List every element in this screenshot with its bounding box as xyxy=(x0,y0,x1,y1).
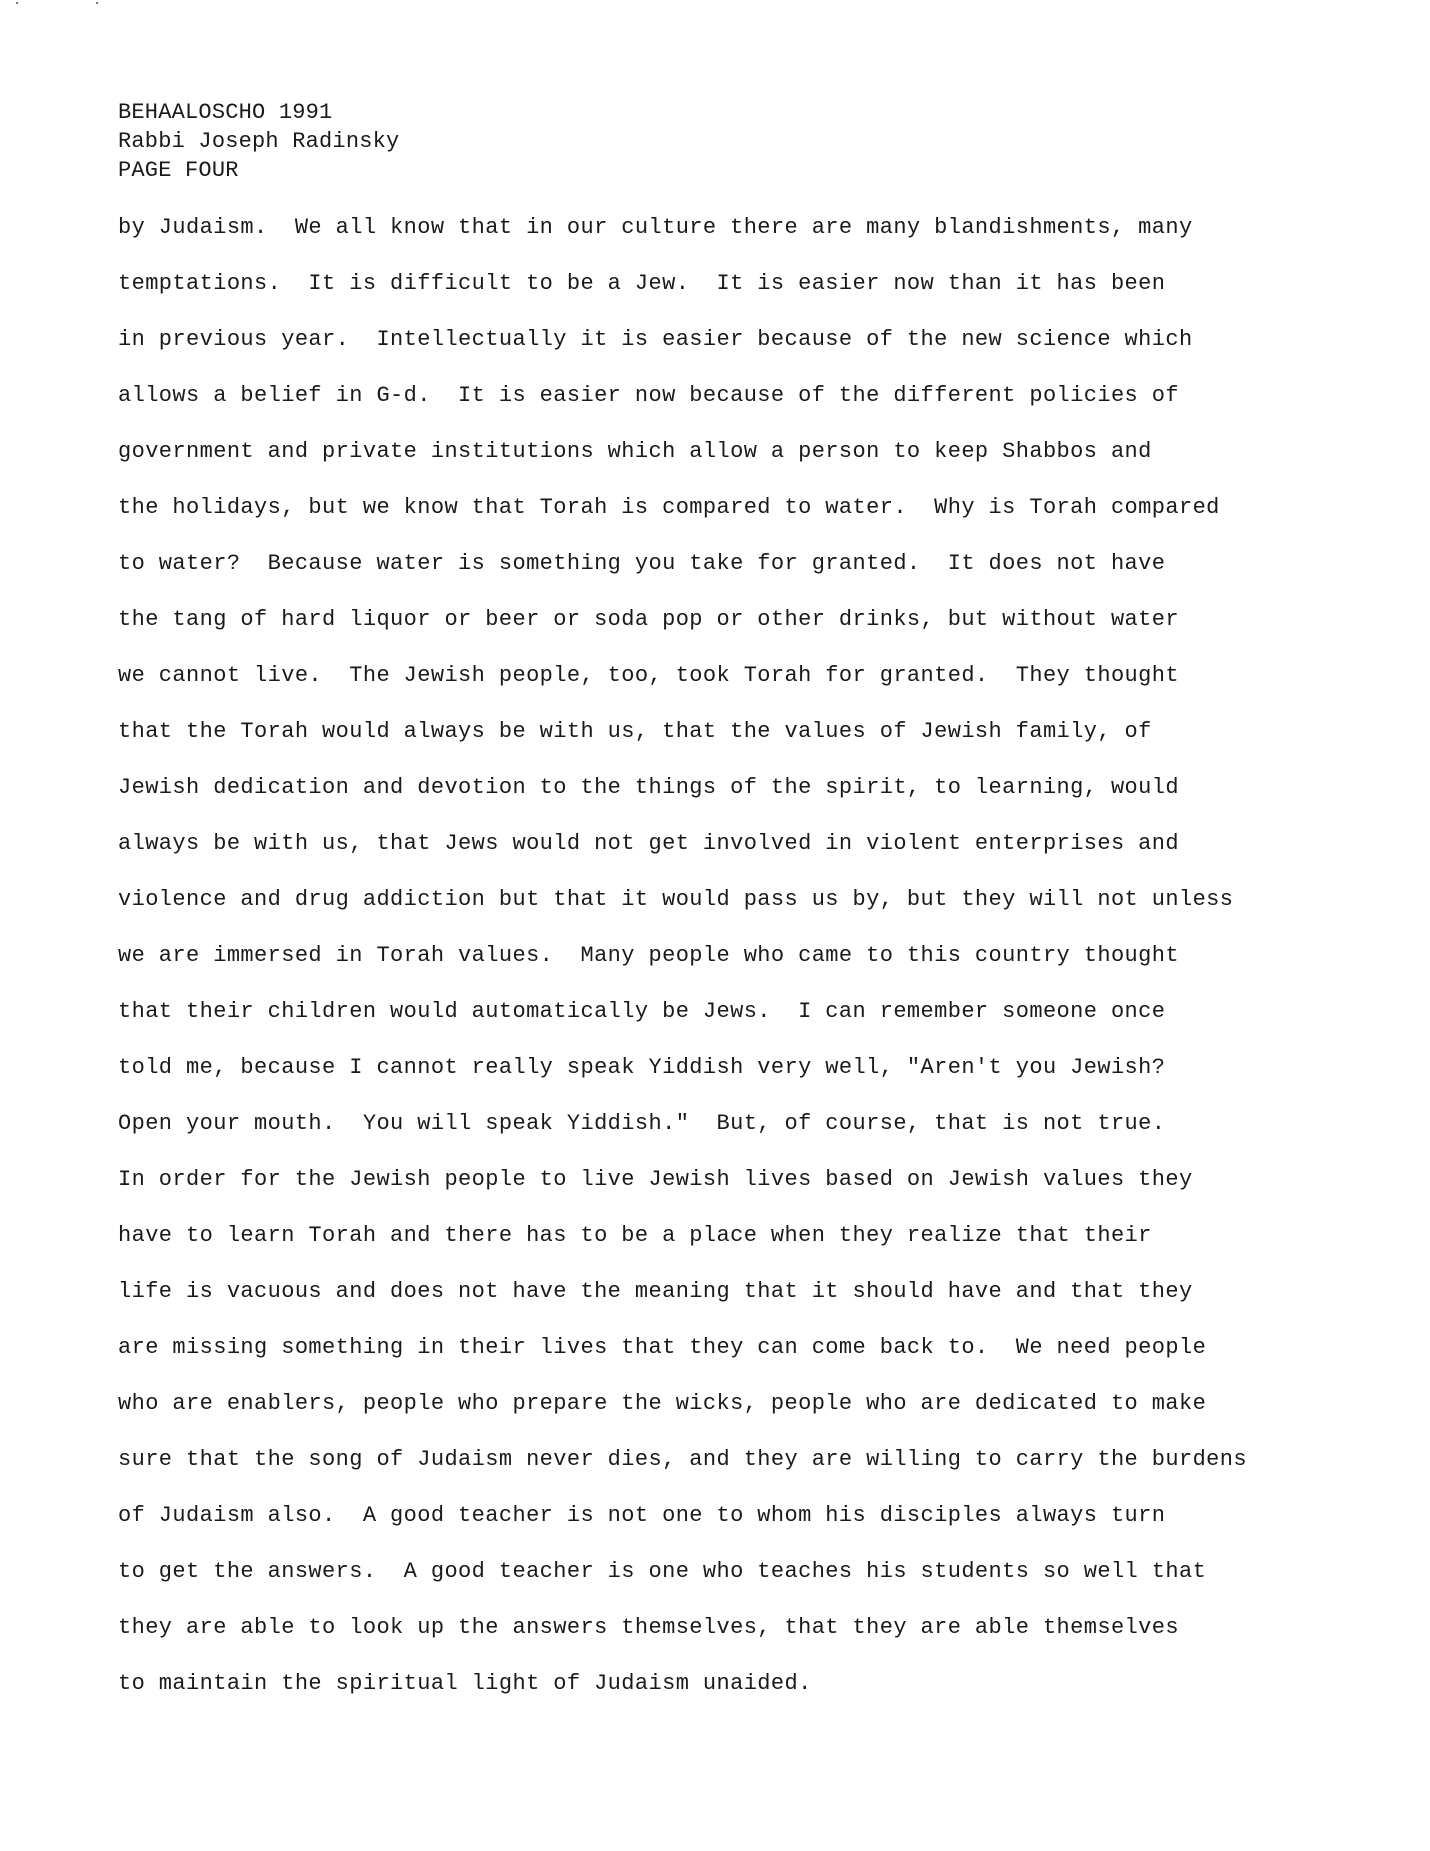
document-title: BEHAALOSCHO 1991 xyxy=(118,100,333,125)
text-line: Open your mouth. You will speak Yiddish." But, of course, that is not true. xyxy=(118,1111,1166,1136)
text-line: that the Torah would always be with us, that the values of Jewish family, of xyxy=(118,719,1152,744)
scan-speck xyxy=(96,2,98,4)
author-name: Rabbi Joseph Radinsky xyxy=(118,129,400,154)
text-line: to get the answers. A good teacher is one who teaches his students so well that xyxy=(118,1559,1207,1584)
text-line: sure that the song of Judaism never dies, and they are willing to carry the burdens xyxy=(118,1447,1247,1472)
text-line: to water? Because water is something you take for granted. It does not have xyxy=(118,551,1166,576)
body-text xyxy=(118,212,1318,1724)
document-header xyxy=(118,98,1318,185)
text-line: always be with us, that Jews would not get involved in violent enterprises and xyxy=(118,831,1179,856)
text-line: of Judaism also. A good teacher is not one to whom his disciples always turn xyxy=(118,1503,1166,1528)
text-line: have to learn Torah and there has to be a place when they realize that their xyxy=(118,1223,1152,1248)
text-line: life is vacuous and does not have the meaning that it should have and that they xyxy=(118,1279,1193,1304)
text-line: by Judaism. We all know that in our culture there are many blandishments, many xyxy=(118,215,1193,240)
page-label: PAGE FOUR xyxy=(118,158,239,183)
text-line: that their children would automatically be Jews. I can remember someone once xyxy=(118,999,1166,1024)
text-line: allows a belief in G-d. It is easier now because of the different policies of xyxy=(118,383,1179,408)
text-line: we cannot live. The Jewish people, too, took Torah for granted. They thought xyxy=(118,663,1179,688)
text-line: violence and drug addiction but that it would pass us by, but they will not unless xyxy=(118,887,1234,912)
text-line: the tang of hard liquor or beer or soda pop or other drinks, but without water xyxy=(118,607,1179,632)
text-line: government and private institutions which allow a person to keep Shabbos and xyxy=(118,439,1152,464)
text-line: in previous year. Intellectually it is easier because of the new science which xyxy=(118,327,1193,352)
text-line: to maintain the spiritual light of Judaism unaided. xyxy=(118,1671,812,1696)
text-line: we are immersed in Torah values. Many people who came to this country thought xyxy=(118,943,1179,968)
scan-speck xyxy=(16,2,18,4)
text-line: Jewish dedication and devotion to the things of the spirit, to learning, would xyxy=(118,775,1179,800)
text-line: they are able to look up the answers themselves, that they are able themselves xyxy=(118,1615,1179,1640)
text-line: are missing something in their lives that they can come back to. We need people xyxy=(118,1335,1207,1360)
text-line: the holidays, but we know that Torah is compared to water. Why is Torah compared xyxy=(118,495,1220,520)
text-line: told me, because I cannot really speak Yiddish very well, "Aren't you Jewish? xyxy=(118,1055,1166,1080)
text-line: temptations. It is difficult to be a Jew. It is easier now than it has been xyxy=(118,271,1166,296)
text-line: who are enablers, people who prepare the wicks, people who are dedicated to make xyxy=(118,1391,1207,1416)
text-line: In order for the Jewish people to live Jewish lives based on Jewish values they xyxy=(118,1167,1193,1192)
